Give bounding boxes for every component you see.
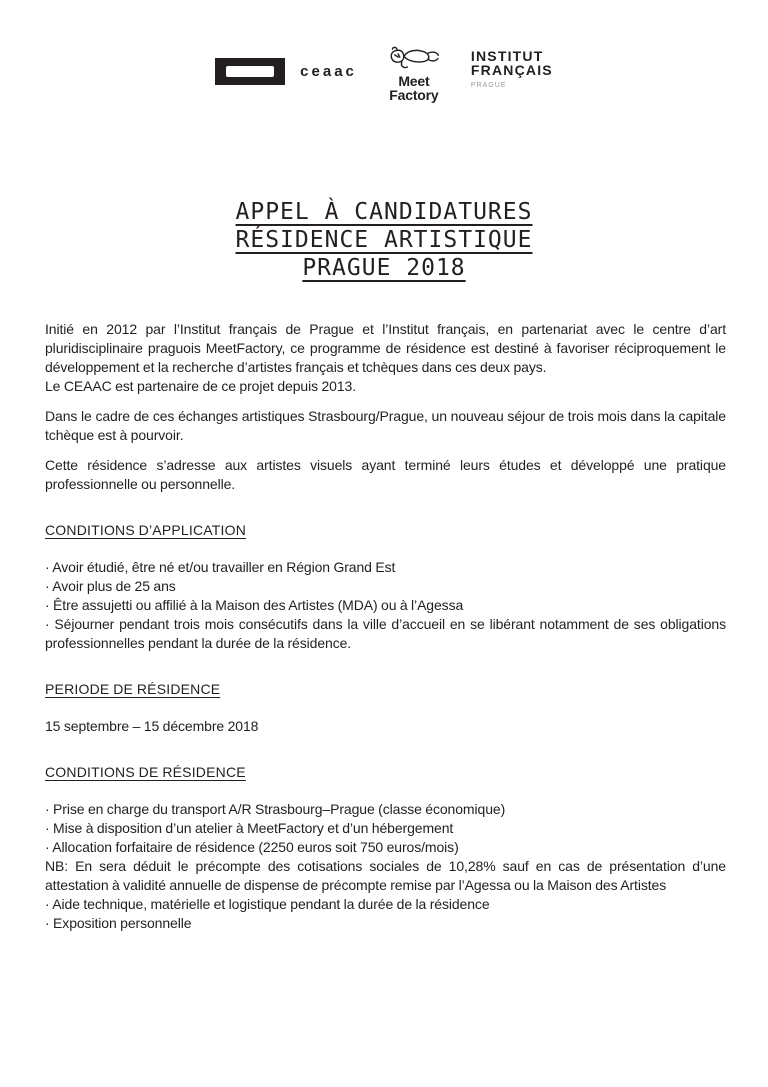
institut-logo-subtext: PRAGUE [470,82,507,89]
meetfactory-logo-text-line2: Factory [389,87,439,103]
list-item: · Avoir plus de 25 ans [45,578,176,594]
crawling-baby-icon [385,44,443,74]
list-item: · Aide technique, matérielle et logistique pendant la durée de la résidence [45,896,490,912]
list-item: · Avoir étudié, être né et/ou travailler en Région Grand Est [45,559,396,575]
list-item: · Allocation forfaitaire de résidence (2250 euros soit 750 euros/mois) [45,839,459,855]
list-item: · Séjourner pendant trois mois consécutifs dans la ville d’accueil en se libérant notamment de ses obligations professionnelles pendant la durée de la résidence. [45,616,726,651]
section-heading-periode-residence: PERIODE DE RÉSIDENCE [45,681,221,697]
intro-paragraph-3: Cette résidence s’adresse aux artistes visuels ayant terminé leurs études et développé une pratique professionnelle ou personnelle. [45,457,726,492]
title-line-1: APPEL À CANDIDATURES [235,199,533,225]
title-line-2: RÉSIDENCE ARTISTIQUE [235,227,533,253]
conditions-application-list [45,558,726,653]
institut-francais-logo [471,50,553,89]
document-body [0,282,768,933]
list-item: · Exposition personnelle [45,915,192,931]
meetfactory-logo [381,44,447,102]
intro-paragraph-1b: Le CEAAC est partenaire de ce projet depuis 2013. [45,378,357,394]
document-title [0,198,768,282]
section-heading-conditions-residence: CONDITIONS DE RÉSIDENCE [45,764,246,780]
institut-logo-text-line2: FRANÇAIS [470,61,553,78]
list-item: · Être assujetti ou affilié à la Maison des Artistes (MDA) ou à l’Agessa [45,597,464,613]
logo-row [0,0,768,108]
ceaac-logo-bar [226,66,274,77]
meetfactory-logo-text [389,74,438,102]
list-item: · Prise en charge du transport A/R Strasbourg–Prague (classe économique) [45,801,506,817]
list-item: · Mise à disposition d’un atelier à MeetFactory et d’un hébergement [45,820,454,836]
residency-dates: 15 septembre – 15 décembre 2018 [45,718,259,734]
ceaac-logo [215,58,357,85]
section-heading-conditions-application: CONDITIONS D’APPLICATION [45,522,247,538]
institut-logo-text-line1: INSTITUT [470,48,544,64]
intro-paragraph-1: Initié en 2012 par l’Institut français de Prague et l’Institut français, en partenariat avec le centre d’art pluridisciplinaire praguois MeetFactory, ce programme de résidence est destiné à favoriser réciproquement le développement et la recherche d’artistes français et tchèques dans ces deux pays. [45,321,726,375]
list-item: NB: En sera déduit le précompte des cotisations sociales de 10,28% sauf en cas de présentation d’une attestation à validité annuelle de dispense de précompte remise par l’Agessa ou la Maison des Artistes [45,858,726,893]
meetfactory-logo-text-line1: Meet [398,73,430,89]
conditions-residence-list [45,800,726,933]
ceaac-logo-mark-icon [215,58,285,85]
ceaac-logo-text: ceaac [300,63,357,80]
title-line-3: PRAGUE 2018 [302,255,466,281]
intro-paragraph-2: Dans le cadre de ces échanges artistiques Strasbourg/Prague, un nouveau séjour de trois mois dans la capitale tchèque est à pourvoir. [45,408,726,443]
